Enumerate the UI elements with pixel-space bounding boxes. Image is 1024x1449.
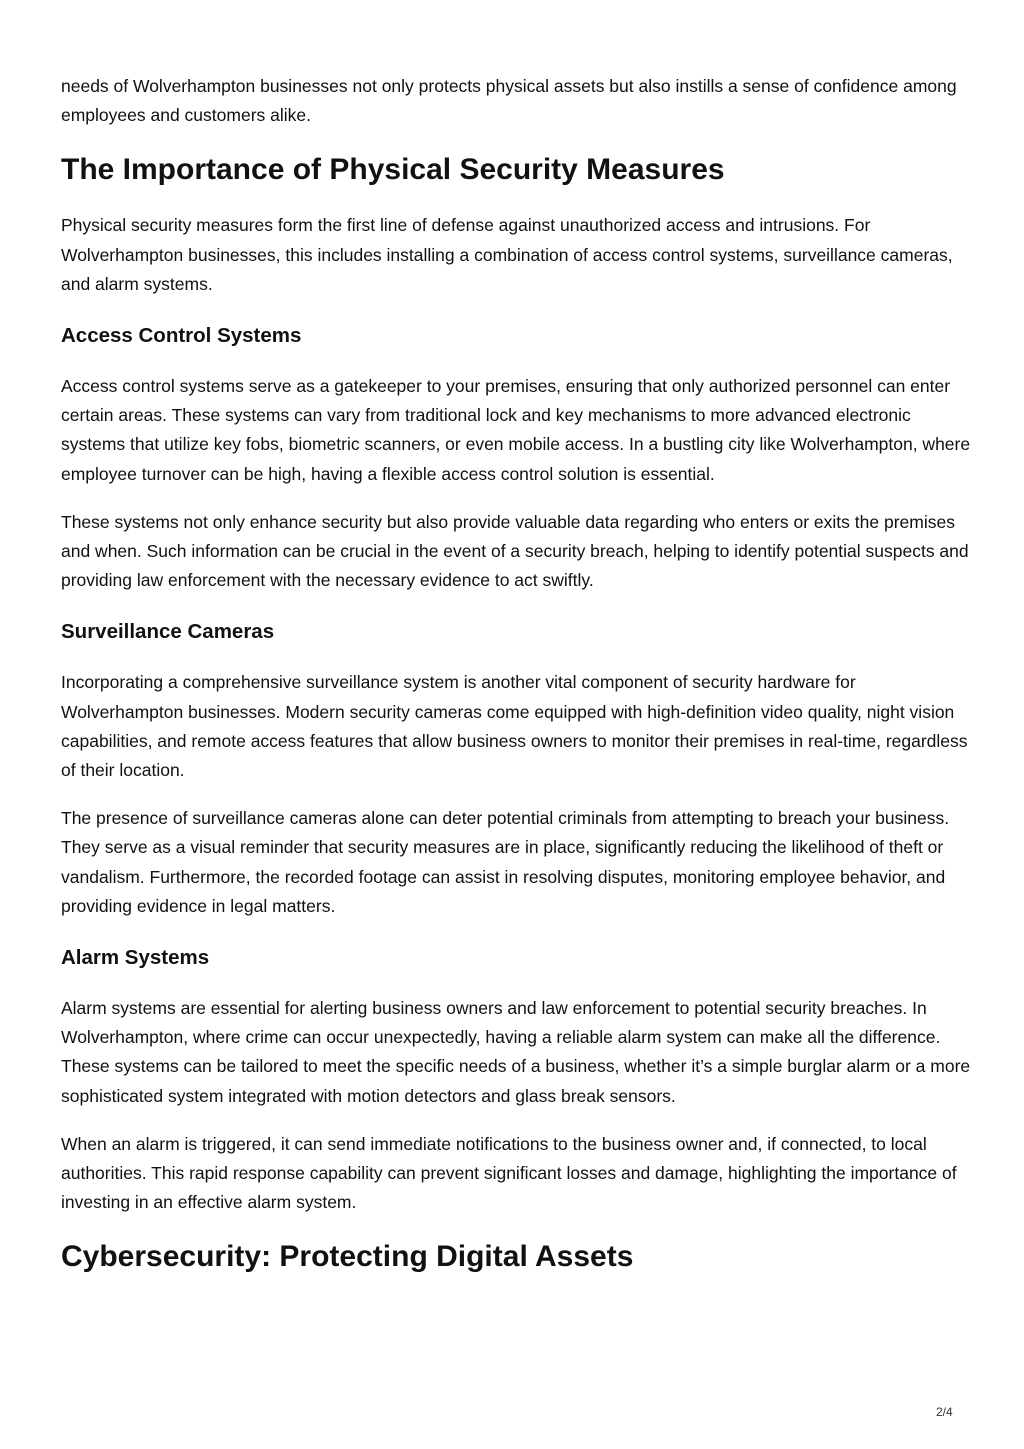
physical-security-heading: The Importance of Physical Security Measures bbox=[61, 153, 725, 187]
surveillance-paragraph-2: The presence of surveillance cameras alone can deter potential criminals from attempting to breach your business. They serve as a visual reminder that security measures are in place, significantly reducing the likelihood of theft or vandalism. Furthermore, the recorded footage can assist in resolving disputes, monitoring employee behavior, and providing evidence in legal matters. bbox=[61, 808, 950, 916]
alarm-paragraph-1: Alarm systems are essential for alerting business owners and law enforcement to potential security breaches. In Wolverhampton, where crime can occur unexpectedly, having a reliable alarm system can make all the difference. These systems can be tailored to meet the specific needs of a business, whether it’s a simple burglar alarm or a more sophisticated system integrated with motion detectors and glass break sensors. bbox=[61, 998, 971, 1106]
physical-security-paragraph: Physical security measures form the first line of defense against unauthorized access and intrusions. For Wolverhampton businesses, this includes installing a combination of access control systems, surveillance cameras, and alarm systems. bbox=[61, 215, 953, 294]
access-control-heading: Access Control Systems bbox=[61, 324, 302, 348]
surveillance-heading: Surveillance Cameras bbox=[61, 620, 275, 644]
alarm-heading: Alarm Systems bbox=[61, 946, 210, 970]
access-control-paragraph-2: These systems not only enhance security but also provide valuable data regarding who enters or exits the premises and when. Such information can be crucial in the event of a security breach, helping to identify potential suspects and providing law enforcement with the necessary evidence to act swiftly. bbox=[61, 511, 969, 591]
document-page bbox=[61, 72, 971, 1275]
intro-paragraph: needs of Wolverhampton businesses not only protects physical assets but also instills a sense of confidence among employees and customers alike. bbox=[61, 76, 957, 126]
cybersecurity-heading: Cybersecurity: Protecting Digital Assets bbox=[61, 1240, 634, 1274]
access-control-paragraph-1: Access control systems serve as a gatekeeper to your premises, ensuring that only authorized personnel can enter certain areas. These systems can vary from traditional lock and key mechanisms to more advanced electronic systems that utilize key fobs, biometric scanners, or even mobile access. In a bustling city like Wolverhampton, where employee turnover can be high, having a flexible access control solution is essential. bbox=[61, 376, 971, 484]
alarm-paragraph-2: When an alarm is triggered, it can send immediate notifications to the business owner and, if connected, to local authorities. This rapid response capability can prevent significant losses and damage, highlighting the importance of investing in an effective alarm system. bbox=[61, 1133, 957, 1213]
page-number: 2/4 bbox=[936, 1405, 953, 1419]
surveillance-paragraph-1: Incorporating a comprehensive surveillance system is another vital component of security hardware for Wolverhampton businesses. Modern security cameras come equipped with high-definition video quality, night vision capabilities, and remote access features that allow business owners to monitor their premises in real-time, regardless of their location. bbox=[61, 672, 968, 781]
